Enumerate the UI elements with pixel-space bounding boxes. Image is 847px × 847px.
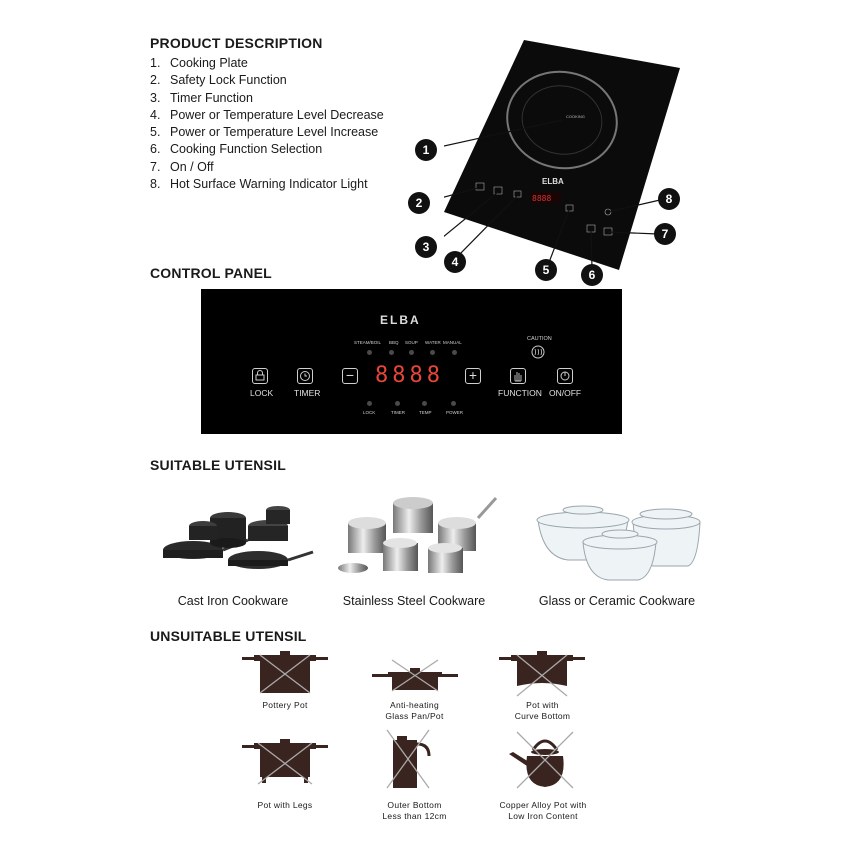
suitable-caption: Cast Iron Cookware <box>177 594 289 608</box>
cooktop-brand: ELBA <box>542 177 564 186</box>
timer-button[interactable] <box>297 368 313 384</box>
list-item: 1. Cooking Plate <box>150 56 248 70</box>
lock-label: LOCK <box>250 388 274 398</box>
svg-text:8888: 8888 <box>532 194 552 203</box>
cast-iron-cookware-image <box>148 488 318 583</box>
digital-display: 8888 <box>375 363 444 388</box>
caution-label: CAUTION <box>527 336 552 342</box>
callout-8: 8 <box>658 188 680 210</box>
list-item: 5. Power or Temperature Level Increase <box>150 125 379 140</box>
copper-kettle-icon <box>505 730 585 790</box>
indicator-label: LOCK <box>363 410 376 415</box>
callout-5: 5 <box>535 259 557 281</box>
callout-4: 4 <box>444 251 466 273</box>
product-description-heading: PRODUCT DESCRIPTION <box>150 35 323 51</box>
hand-icon <box>511 369 525 383</box>
list-item: 8. Hot Surface Warning Indicator Light <box>150 177 368 192</box>
indicator-dot <box>367 401 372 406</box>
indicator-label: TEMP <box>419 410 432 415</box>
indicator-dot <box>395 401 400 406</box>
product-description-list <box>150 55 384 193</box>
narrow-bottom-pot-icon <box>377 728 447 790</box>
list-item: 4. Power or Temperature Level Decrease <box>150 107 384 122</box>
plate-label: COOKING <box>566 114 585 119</box>
callout-1: 1 <box>415 139 437 161</box>
indicator-dot <box>422 401 427 406</box>
list-item: 2. Safety Lock Function <box>150 73 287 88</box>
glass-ceramic-cookware-image <box>528 492 703 584</box>
power-button[interactable] <box>557 368 573 384</box>
decrease-button[interactable]: − <box>342 368 358 384</box>
function-button[interactable] <box>510 368 526 384</box>
glass-pan-icon <box>370 658 460 693</box>
unsuitable-caption: Pot with Legs <box>257 800 313 810</box>
suitable-caption: Stainless Steel Cookware <box>342 594 486 608</box>
control-panel <box>201 289 622 434</box>
control-panel-heading: CONTROL PANEL <box>150 265 272 281</box>
mode-indicator <box>389 350 394 355</box>
mode-label: SOUP <box>405 340 418 345</box>
onoff-label: ON/OFF <box>549 388 582 398</box>
cooktop-glass <box>444 40 680 270</box>
cooktop-diagram <box>444 40 684 275</box>
callout-3: 3 <box>415 236 437 258</box>
mode-label: BBQ <box>389 340 399 345</box>
callout-7: 7 <box>654 223 676 245</box>
suitable-utensil-heading: SUITABLE UTENSIL <box>150 457 286 473</box>
unsuitable-caption: Pottery Pot <box>262 700 308 710</box>
hot-surface-icon <box>531 345 545 359</box>
panel-brand: ELBA <box>380 313 421 327</box>
stainless-steel-cookware-image <box>328 488 500 583</box>
unsuitable-caption: Copper Alloy Pot with Low Iron Content <box>499 800 587 821</box>
unsuitable-caption: Outer Bottom Less than 12cm <box>382 800 447 821</box>
curve-bottom-pot-icon <box>497 650 587 698</box>
mode-indicator <box>430 350 435 355</box>
power-icon <box>558 369 572 383</box>
mode-label: STEAM/BOIL <box>354 340 382 345</box>
list-item: 3. Timer Function <box>150 90 253 105</box>
unsuitable-caption: Pot with Curve Bottom <box>514 700 571 721</box>
indicator-label: POWER <box>446 410 464 415</box>
indicator-dot <box>451 401 456 406</box>
mode-indicator <box>367 350 372 355</box>
list-item: 7. On / Off <box>150 159 214 174</box>
increase-button[interactable]: + <box>465 368 481 384</box>
pot-with-legs-icon <box>240 738 330 786</box>
pottery-pot-icon <box>240 650 330 695</box>
timer-label: TIMER <box>294 388 321 398</box>
list-item: 6. Cooking Function Selection <box>150 142 323 157</box>
mode-label: MANUAL <box>443 340 462 345</box>
indicator-label: TIMER <box>391 410 405 415</box>
callout-6: 6 <box>581 264 603 286</box>
unsuitable-caption: Anti-heating Glass Pan/Pot <box>385 700 444 721</box>
mode-indicator <box>452 350 457 355</box>
function-label: FUNCTION <box>498 388 542 398</box>
callout-2: 2 <box>408 192 430 214</box>
clock-icon <box>298 369 312 383</box>
mode-label: WATER <box>425 340 441 345</box>
mode-indicator <box>409 350 414 355</box>
lock-icon <box>253 369 267 383</box>
unsuitable-utensil-heading: UNSUITABLE UTENSIL <box>150 628 307 644</box>
suitable-caption: Glass or Ceramic Cookware <box>538 594 696 608</box>
lock-button[interactable] <box>252 368 268 384</box>
